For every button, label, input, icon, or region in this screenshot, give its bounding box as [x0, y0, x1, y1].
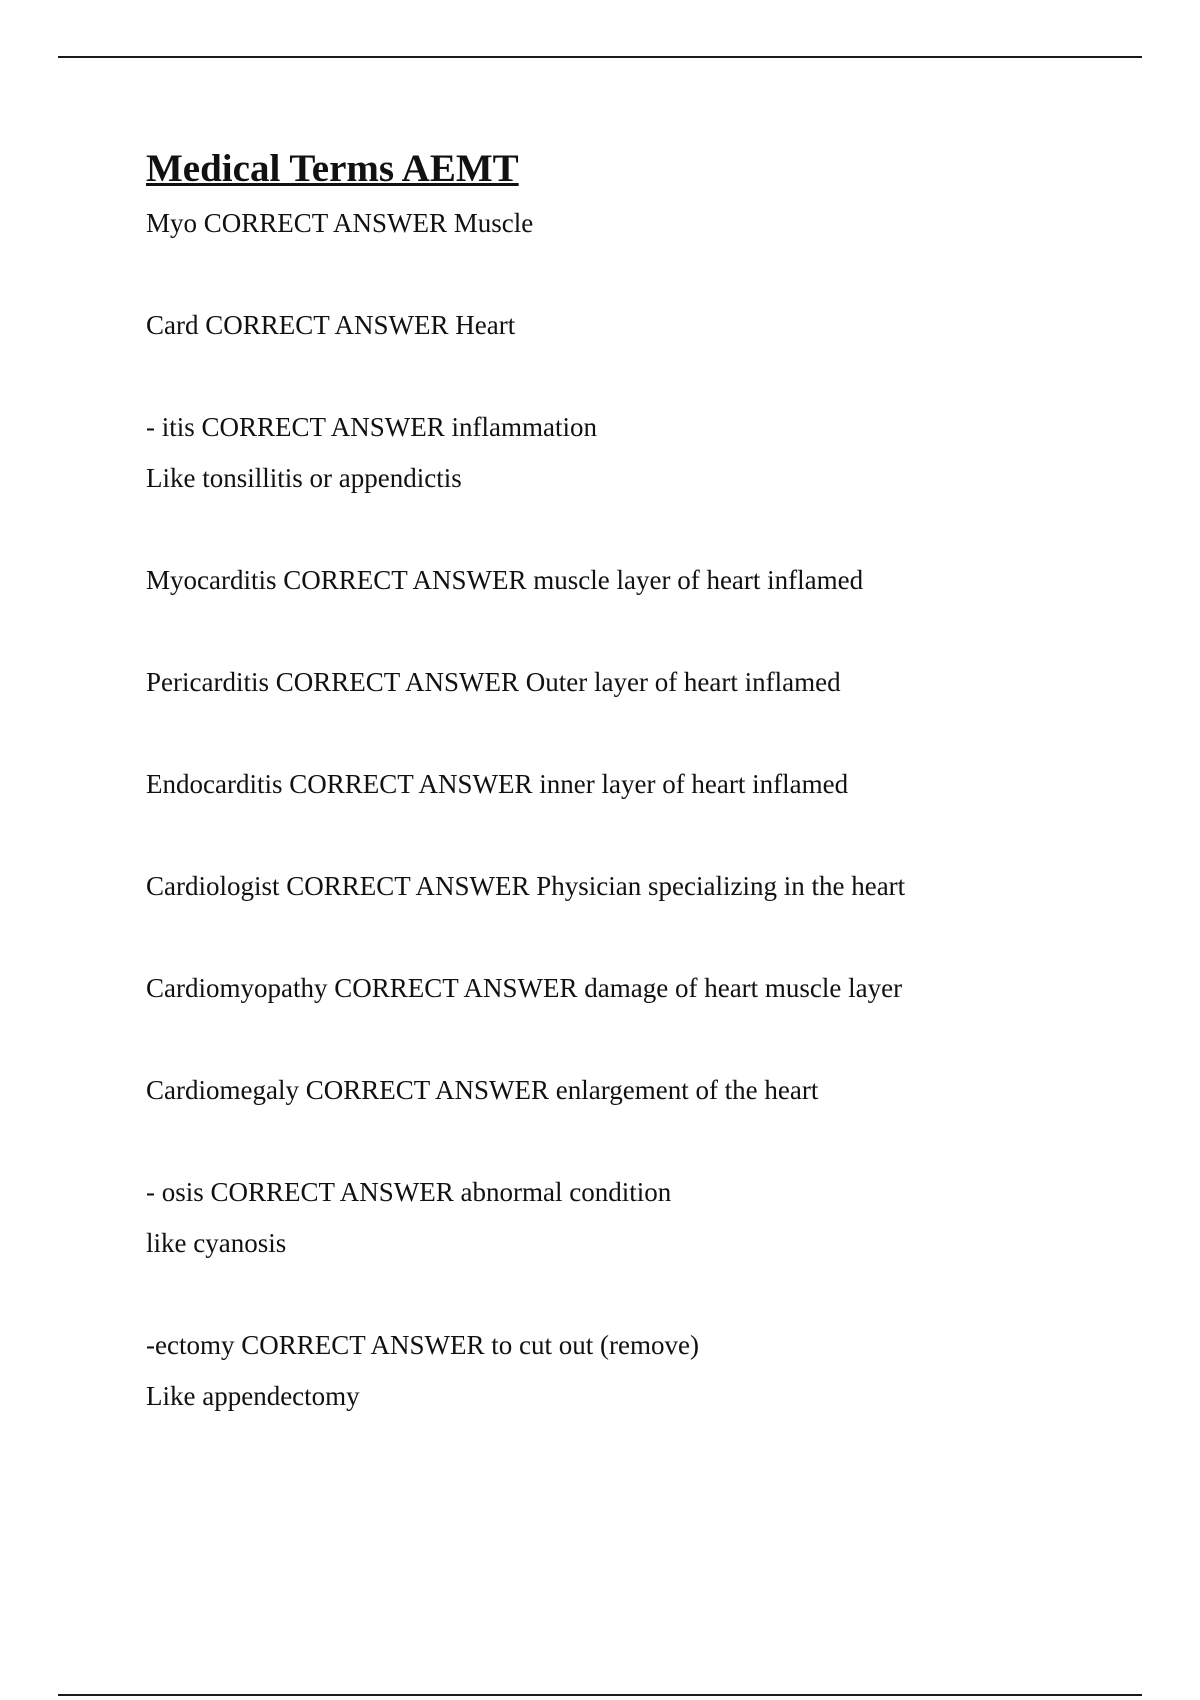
- term-entry: [146, 300, 1106, 351]
- term-entry: [146, 963, 1106, 1014]
- term-entry: [146, 1167, 1106, 1269]
- term-line: -ectomy CORRECT ANSWER to cut out (remove): [146, 1330, 699, 1360]
- term-line: Myo CORRECT ANSWER Muscle: [146, 208, 534, 238]
- term-entry: [146, 1320, 1106, 1422]
- term-line: Cardiomegaly CORRECT ANSWER enlargement of the heart: [146, 1075, 819, 1105]
- term-entry: [146, 759, 1106, 810]
- header-rule: [58, 56, 1142, 58]
- term-example: Like appendectomy: [146, 1381, 360, 1411]
- term-line: Myocarditis CORRECT ANSWER muscle layer of heart inflamed: [146, 565, 864, 595]
- term-entry: [146, 861, 1106, 912]
- term-line: Cardiomyopathy CORRECT ANSWER damage of heart muscle layer: [146, 973, 903, 1003]
- document-body: [146, 140, 1106, 1422]
- footer-rule: [58, 1694, 1142, 1696]
- term-entry: [146, 1065, 1106, 1116]
- term-line: Pericarditis CORRECT ANSWER Outer layer of heart inflamed: [146, 667, 841, 697]
- term-example: Like tonsillitis or appendictis: [146, 463, 462, 493]
- document-title: Medical Terms AEMT: [146, 147, 519, 190]
- term-example: like cyanosis: [146, 1228, 287, 1258]
- term-line: - osis CORRECT ANSWER abnormal condition: [146, 1177, 672, 1207]
- term-entry: [146, 657, 1106, 708]
- term-line: - itis CORRECT ANSWER inflammation: [146, 412, 598, 442]
- term-entry: [146, 198, 1106, 249]
- term-line: Cardiologist CORRECT ANSWER Physician specializing in the heart: [146, 871, 906, 901]
- term-line: Card CORRECT ANSWER Heart: [146, 310, 516, 340]
- term-line: Endocarditis CORRECT ANSWER inner layer of heart inflamed: [146, 769, 849, 799]
- term-entry: [146, 402, 1106, 504]
- term-entry: [146, 555, 1106, 606]
